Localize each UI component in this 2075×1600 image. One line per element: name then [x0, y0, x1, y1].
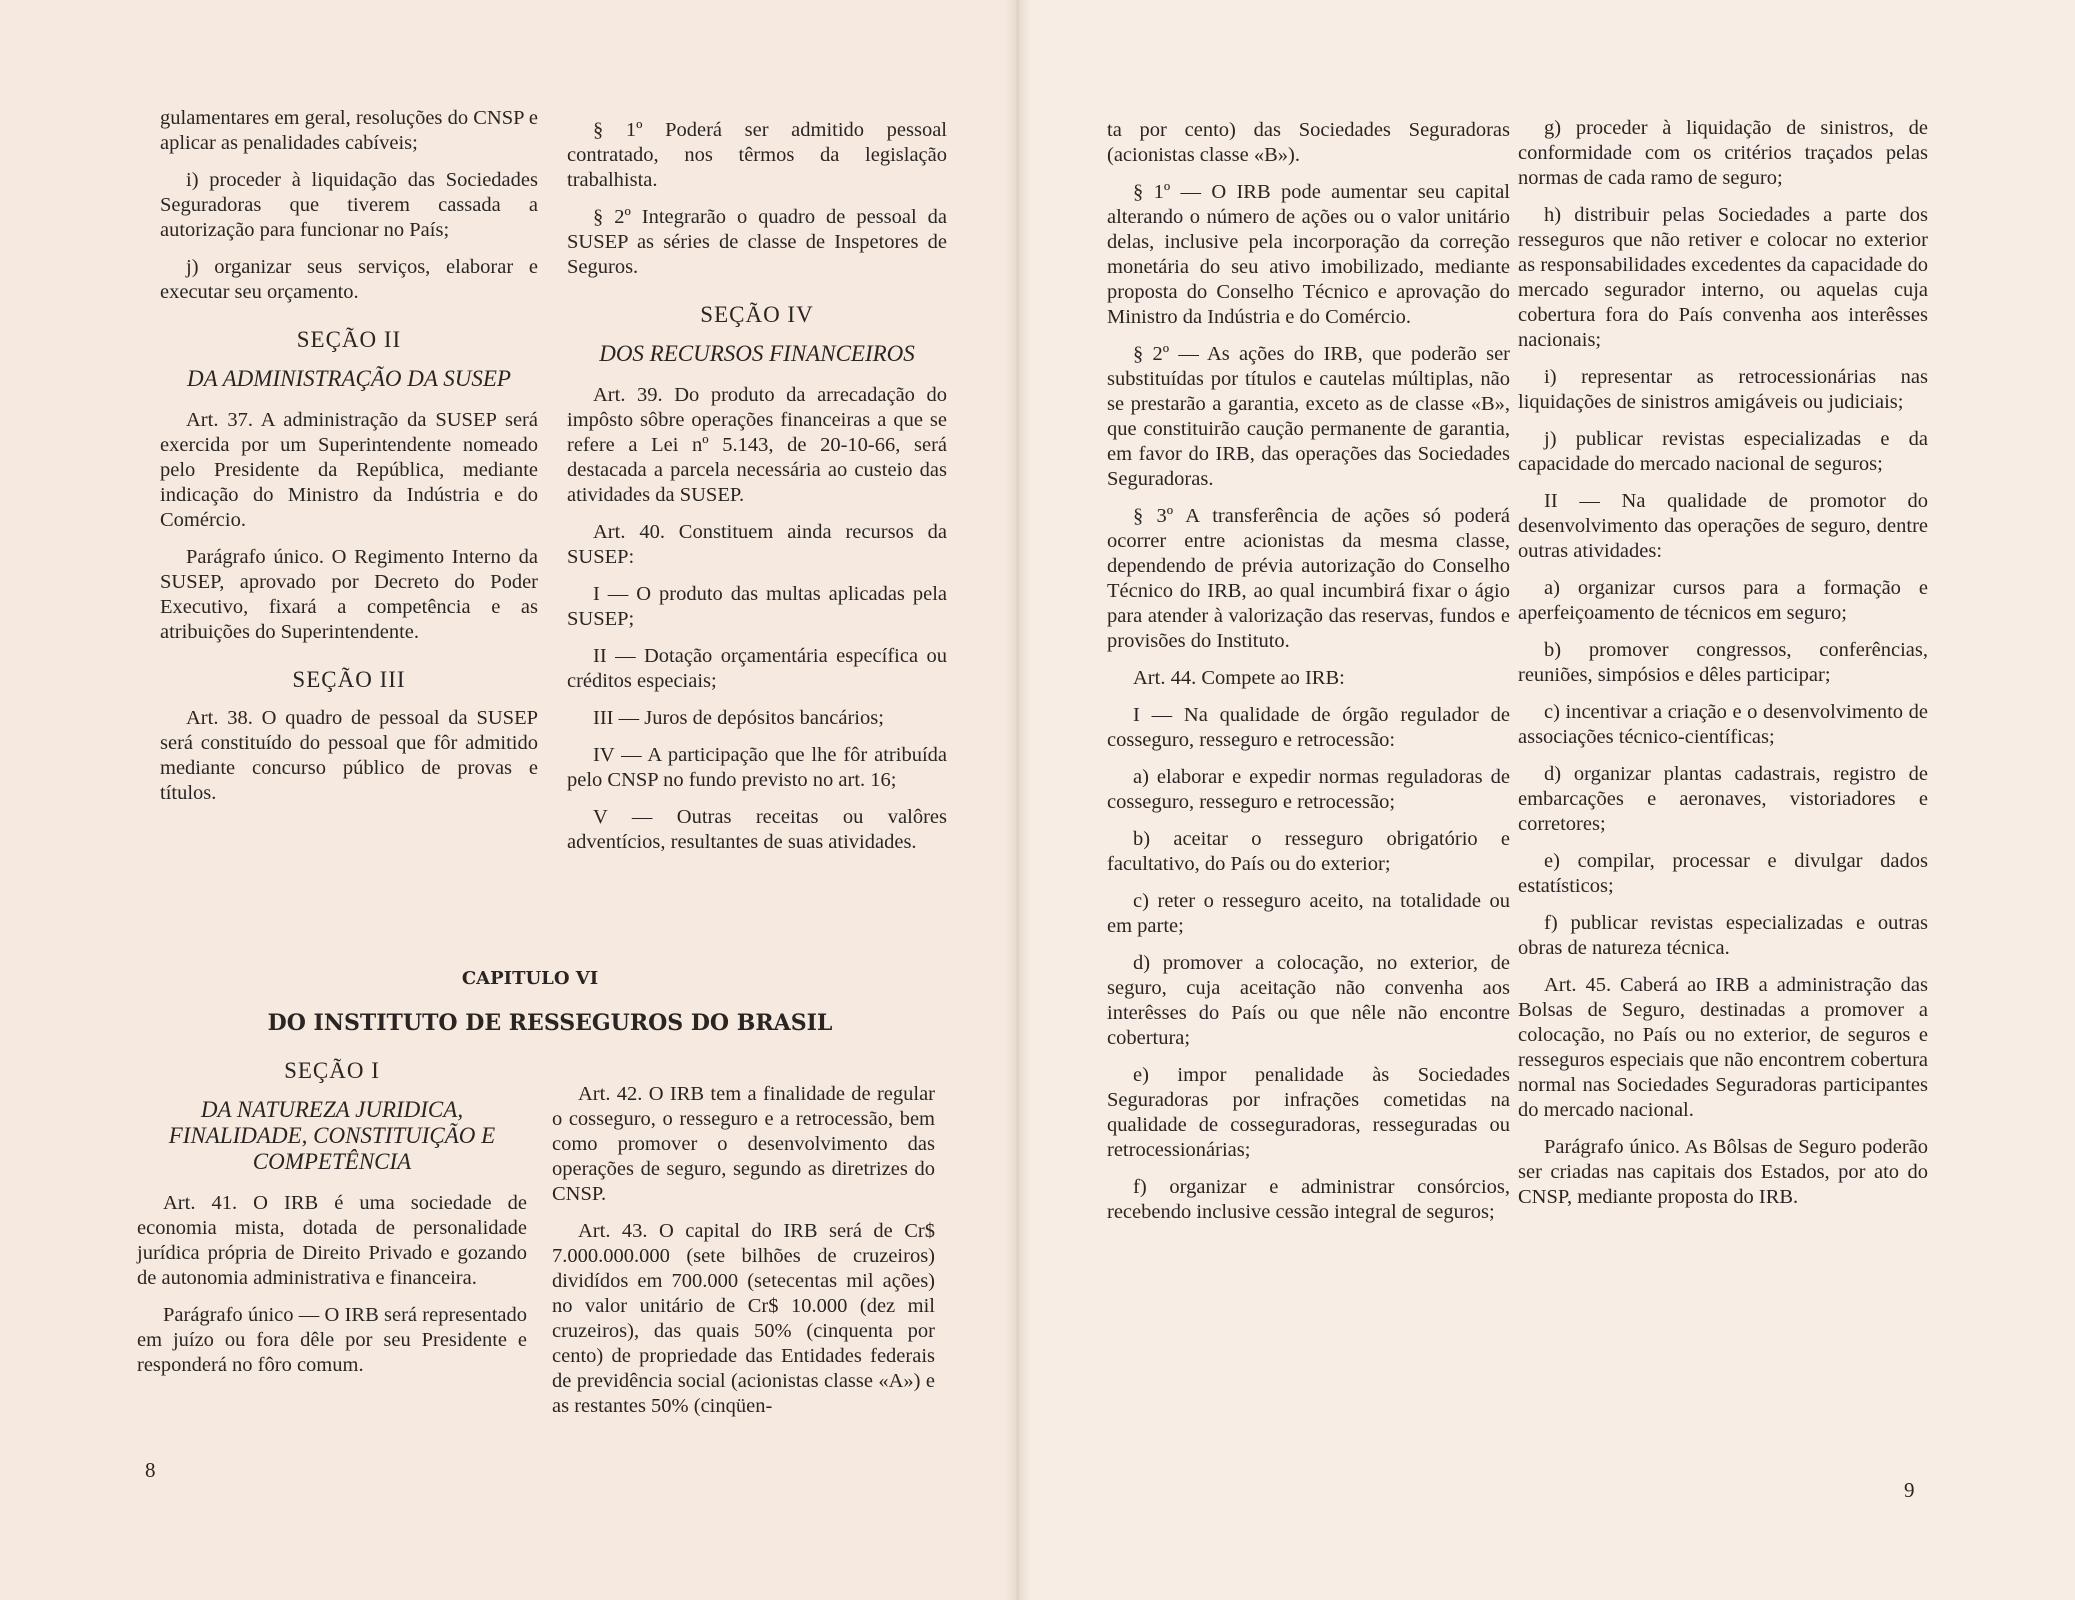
list-item: II — Dotação orçamentária específica ou créditos especiais; [567, 645, 947, 692]
left-column-3 [137, 1058, 527, 1390]
article-41-paragraph: Parágrafo único — O IRB será representado em juízo ou fora dêle por seu Presidente e responderá no fôro comum. [137, 1304, 527, 1376]
paragraph: § 1º Poderá ser admitido pessoal contratado, nos têrmos da legislação trabalhista. [567, 119, 947, 191]
right-column-2 [1518, 116, 1928, 1222]
list-item: IV — A participação que lhe fôr atribuída pelo CNSP no fundo previsto no art. 16; [567, 744, 947, 791]
article-37: Art. 37. A administração da SUSEP será exercida por um Superintendente nomeado pelo Presidente da República, mediante indicação do Ministro da Indústria e do Comércio. [160, 409, 538, 531]
left-column-1 [160, 106, 538, 818]
section-title: SEÇÃO I [284, 1058, 380, 1083]
list-item: i) representar as retrocessionárias nas liquidações de sinistros amigáveis ou judiciais; [1518, 366, 1928, 413]
paragraph: II — Na qualidade de promotor do desenvolvimento das operações de seguro, dentre outras atividades: [1518, 490, 1928, 562]
list-item: e) compilar, processar e divulgar dados estatísticos; [1518, 850, 1928, 897]
list-item: d) organizar plantas cadastrais, registro de embarcações e aeronaves, vistoriadores e corretores; [1518, 763, 1928, 835]
section-title: SEÇÃO II [296, 327, 402, 352]
article-45-paragraph: Parágrafo único. As Bôlsas de Seguro poderão ser criadas nas capitais dos Estados, por ato do CNSP, mediante proposta do IRB. [1518, 1136, 1928, 1208]
chapter-title: DO INSTITUTO DE RESSEGUROS DO BRASIL [267, 1010, 833, 1036]
right-page [1018, 0, 2075, 1600]
list-item: a) organizar cursos para a formação e aperfeiçoamento de técnicos em seguro; [1518, 577, 1928, 624]
list-item: f) publicar revistas especializadas e outras obras de natureza técnica. [1518, 912, 1928, 959]
list-item: III — Juros de depósitos bancários; [593, 707, 884, 729]
left-column-4 [552, 1082, 935, 1431]
article-37-paragraph: Parágrafo único. O Regimento Interno da SUSEP, aprovado por Decreto do Poder Executivo, fixará a competência e as atribuições do Superintendente. [160, 546, 538, 643]
article-45: Art. 45. Caberá ao IRB a administração das Bolsas de Seguro, destinadas a promover a colocação, no País ou no exterior, de seguros e resseguros especiais que não encontrem cobertura normal nas Sociedades Seguradoras participantes do mercado nacional. [1518, 974, 1928, 1121]
article-41: Art. 41. O IRB é uma sociedade de economia mista, dotada de personalidade jurídica própria de Direito Privado e gozando de autonomia administrativa e financeira. [137, 1192, 527, 1289]
left-page [0, 0, 1018, 1600]
paragraph: j) organizar seus serviços, elaborar e executar seu orçamento. [160, 256, 538, 303]
list-item: b) aceitar o resseguro obrigatório e facultativo, do País ou do exterior; [1107, 828, 1510, 875]
list-item: e) impor penalidade às Sociedades Seguradoras por infrações cometidas na qualidade de cosseguradoras, resseguradas ou retrocessionárias; [1107, 1064, 1510, 1161]
chapter-label: CAPITULO VI [461, 968, 599, 989]
paragraph: gulamentares em geral, resoluções do CNSP e aplicar as penalidades cabíveis; [160, 107, 538, 154]
list-item: j) publicar revistas especializadas e da capacidade do mercado nacional de seguros; [1518, 428, 1928, 475]
section-subtitle: DA ADMINISTRAÇÃO DA SUSEP [187, 366, 511, 391]
paragraph: § 1º — O IRB pode aumentar seu capital alterando o número de ações ou o valor unitário delas, inclusive pela incorporação da correção monetária do seu ativo imobilizado, mediante proposta do Conselho Técnico e aprovação do Ministro da Indústria e do Comércio. [1107, 181, 1510, 328]
article-40: Art. 40. Constituem ainda recursos da SUSEP: [567, 521, 947, 568]
list-item: I — O produto das multas aplicadas pela SUSEP; [567, 583, 947, 630]
list-item: a) elaborar e expedir normas reguladoras de cosseguro, resseguro e retrocessão; [1107, 766, 1510, 813]
paragraph: § 2º — As ações do IRB, que poderão ser substituídas por títulos e cautelas múltiplas, não se prestarão a garantia, exceto as de classe «B», que constituirão caução permanente de garantia, em favor do IRB, das operações das Sociedades Seguradoras. [1107, 343, 1510, 490]
list-item: d) promover a colocação, no exterior, de seguro, cuja aceitação não convenha aos interêsses do País ou que nêle não encontre cobertura; [1107, 952, 1510, 1049]
page-number: 9 [1904, 1478, 1915, 1502]
paragraph: I — Na qualidade de órgão regulador de cosseguro, resseguro e retrocessão: [1107, 704, 1510, 751]
paragraph: § 2º Integrarão o quadro de pessoal da SUSEP as séries de classe de Inspetores de Seguros. [567, 206, 947, 278]
paragraph: ta por cento) das Sociedades Seguradoras (acionistas classe «B»). [1107, 119, 1510, 166]
list-item: c) reter o resseguro aceito, na totalidade ou em parte; [1107, 890, 1510, 937]
list-item: h) distribuir pelas Sociedades a parte dos resseguros que não retiver e colocar no exterior as responsabilidades excedentes da capacidade do mercado segurador interno, ou aquelas cuja cobertura fora do País convenha aos interêsses nacionais; [1518, 204, 1928, 351]
article-43: Art. 43. O capital do IRB será de Cr$ 7.000.000.000 (sete bilhões de cruzeiros) dividídos em 700.000 (setecentas mil ações) no valor unitário de Cr$ 10.000 (dez mil cruzeiros), das quais 50% (cinquenta por cento) de propriedade das Entidades federais de previdência social (acionistas classe «A») e as restantes 50% (cinqüen- [552, 1220, 935, 1417]
page-number: 8 [145, 1458, 156, 1482]
list-item: V — Outras receitas ou valôres adventícios, resultantes de suas atividades. [567, 806, 947, 853]
article-44: Art. 44. Compete ao IRB: [1133, 667, 1345, 689]
article-39: Art. 39. Do produto da arrecadação do impôsto sôbre operações financeiras a que se refere a Lei nº 5.143, de 20-10-66, será destacada a parcela necessária ao custeio das atividades da SUSEP. [567, 384, 947, 506]
list-item: b) promover congressos, conferências, reuniões, simpósios e dêles participar; [1518, 639, 1928, 686]
paragraph: § 3º A transferência de ações só poderá ocorrer entre acionistas da mesma classe, dependendo de prévia autorização do Conselho Técnico do IRB, ao qual incumbirá fixar o ágio para atender à valorização das reservas, fundos e provisões do Instituto. [1107, 505, 1510, 652]
section-title: SEÇÃO III [292, 667, 406, 692]
list-item: c) incentivar a criação e o desenvolvimento de associações técnico-científicas; [1518, 701, 1928, 748]
book-gutter [1005, 0, 1031, 1600]
article-42: Art. 42. O IRB tem a finalidade de regular o cosseguro, o resseguro e a retrocessão, bem como promover o desenvolvimento das operações de seguro, segundo as diretrizes do CNSP. [552, 1083, 935, 1205]
section-subtitle: DOS RECURSOS FINANCEIROS [599, 341, 915, 366]
section-title: SEÇÃO IV [700, 302, 814, 327]
left-column-2 [567, 118, 947, 867]
list-item: f) organizar e administrar consórcios, recebendo inclusive cessão integral de seguros; [1107, 1176, 1510, 1223]
article-38: Art. 38. O quadro de pessoal da SUSEP será constituído do pessoal que fôr admitido mediante concurso público de provas e títulos. [160, 707, 538, 804]
section-subtitle: DA NATUREZA JURIDICA, FINALIDADE, CONSTITUIÇÃO E COMPETÊNCIA [168, 1097, 496, 1174]
paragraph: i) proceder à liquidação das Sociedades Seguradoras que tiverem cassada a autorização para funcionar no País; [160, 169, 538, 241]
right-column-1 [1107, 118, 1510, 1237]
list-item: g) proceder à liquidação de sinistros, de conformidade com os critérios traçados pelas normas de cada ramo de seguro; [1518, 117, 1928, 189]
